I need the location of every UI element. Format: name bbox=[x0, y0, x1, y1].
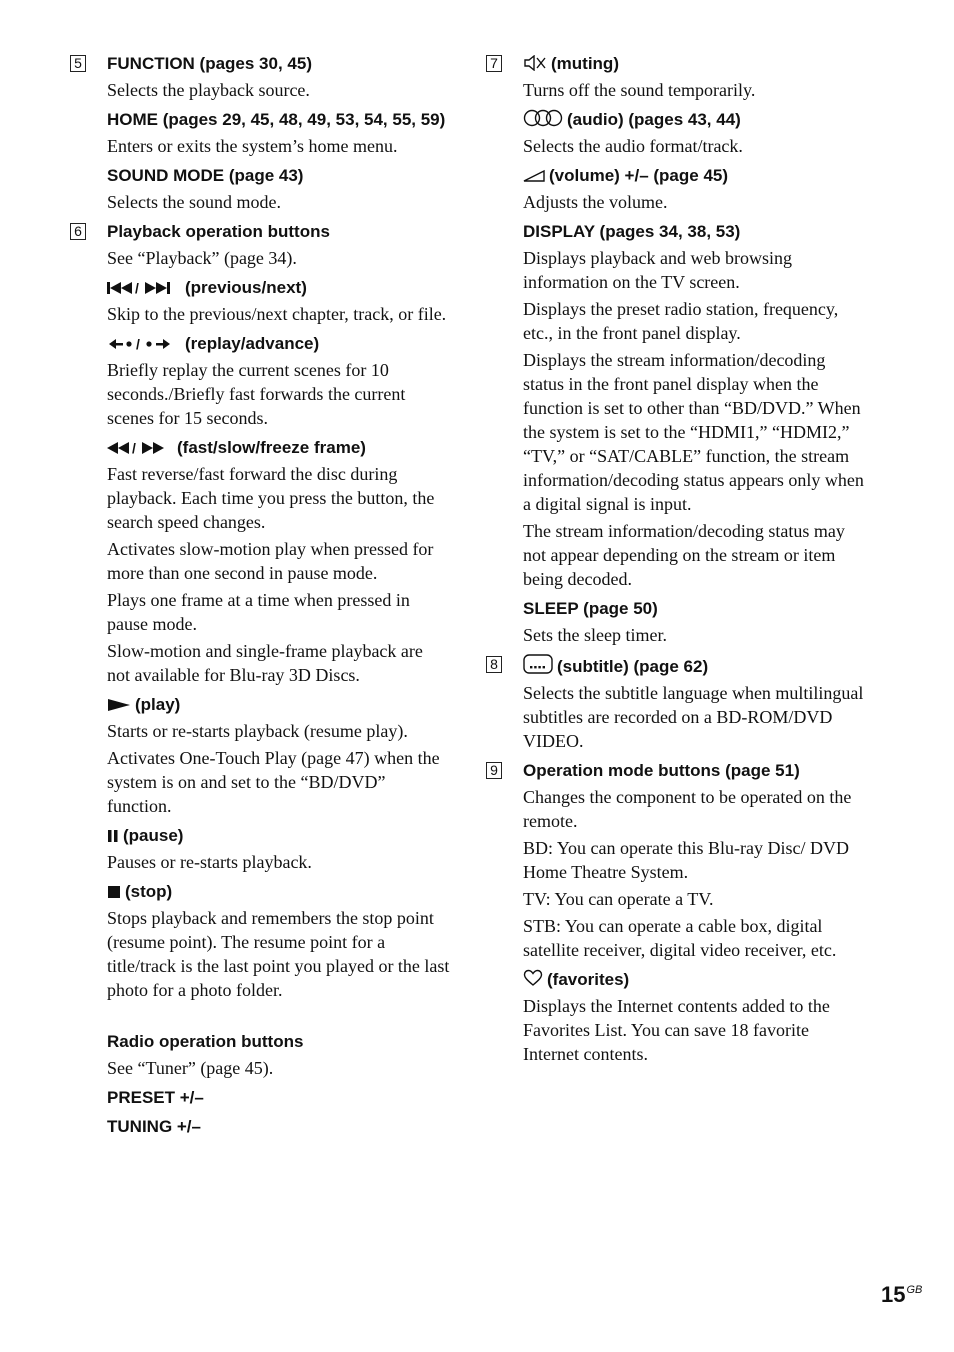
volume-label: (volume) +/– (page 45) bbox=[549, 166, 729, 185]
display-text-3: Displays the stream information/decoding status in the front panel display when the function is set to other than “BD/DVD.” When the system is set to the “HDMI1,” “HDMI2,” “TV,” or “SAT/CABLE” function, the stream information/decoding status appears only when a digital signal is input. bbox=[523, 350, 864, 514]
sound-mode-text: Selects the sound mode. bbox=[107, 192, 281, 212]
subtitle-text: Selects the subtitle language when multilingual subtitles are recorded on a BD-ROM/DVD VIDEO. bbox=[523, 683, 864, 751]
volume-icon bbox=[523, 169, 545, 183]
stop-text: Stops playback and remembers the stop point (resume point). The resume point for a title/track is the last point you played or the last photo for a photo folder. bbox=[107, 908, 450, 1000]
section-6 bbox=[70, 221, 450, 1138]
function-text: Selects the playback source. bbox=[107, 80, 310, 100]
replay-advance-label: (replay/advance) bbox=[185, 334, 320, 353]
display-heading: DISPLAY (pages 34, 38, 53) bbox=[523, 222, 741, 241]
audio-text: Selects the audio format/track. bbox=[523, 136, 743, 156]
fast-slow-text-4: Slow-motion and single-frame playback are not available for Blu-ray 3D Discs. bbox=[107, 641, 423, 685]
svg-text:/: / bbox=[136, 337, 140, 351]
svg-text:/: / bbox=[135, 281, 139, 295]
sleep-text: Sets the sleep timer. bbox=[523, 625, 667, 645]
volume-text: Adjusts the volume. bbox=[523, 192, 668, 212]
favorites-icon bbox=[523, 969, 543, 987]
display-text-1: Displays playback and web browsing information on the TV screen. bbox=[523, 248, 792, 292]
audio-label: (audio) (pages 43, 44) bbox=[567, 110, 741, 129]
playback-buttons-heading: Playback operation buttons bbox=[107, 222, 330, 241]
play-icon bbox=[107, 698, 131, 712]
stop-icon bbox=[107, 885, 121, 899]
operation-mode-text: Changes the component to be operated on the remote. bbox=[523, 787, 852, 831]
subtitle-label: (subtitle) (page 62) bbox=[557, 657, 709, 676]
fast-slow-text-1: Fast reverse/fast forward the disc during playback. Each time you press the button, the search speed changes. bbox=[107, 464, 435, 532]
display-text-4: The stream information/decoding status may not appear depending on the stream or item being decoded. bbox=[523, 521, 845, 589]
pause-text: Pauses or re-starts playback. bbox=[107, 852, 312, 872]
playback-buttons-text: See “Playback” (page 34). bbox=[107, 248, 297, 268]
replay-advance-icon bbox=[107, 337, 181, 351]
home-text: Enters or exits the system’s home menu. bbox=[107, 136, 398, 156]
previous-next-text: Skip to the previous/next chapter, track, or file. bbox=[107, 304, 447, 324]
fast-slow-label: (fast/slow/freeze frame) bbox=[177, 438, 366, 457]
previous-next-label: (previous/next) bbox=[185, 278, 307, 297]
radio-buttons-heading: Radio operation buttons bbox=[107, 1032, 304, 1051]
home-heading: HOME (pages 29, 45, 48, 49, 53, 54, 55, 59) bbox=[107, 110, 446, 129]
previous-next-icon bbox=[107, 281, 181, 295]
fast-slow-icon bbox=[107, 441, 173, 455]
stb-text: STB: You can operate a cable box, digital satellite receiver, digital video receiver, etc. bbox=[523, 916, 837, 960]
left-column bbox=[70, 46, 450, 1138]
radio-buttons-text: See “Tuner” (page 45). bbox=[107, 1058, 274, 1078]
replay-advance-text: Briefly replay the current scenes for 10 seconds./Briefly fast forwards the current scenes for 15 seconds. bbox=[107, 360, 406, 428]
previous-next-heading bbox=[107, 277, 450, 299]
play-text-1: Starts or re-starts playback (resume play). bbox=[107, 721, 408, 741]
pause-icon bbox=[107, 829, 119, 843]
section-9 bbox=[486, 760, 866, 1066]
right-column bbox=[486, 46, 866, 1066]
function-heading: FUNCTION (pages 30, 45) bbox=[107, 54, 312, 73]
page-number bbox=[881, 1282, 922, 1308]
fast-slow-text-2: Activates slow-motion play when pressed for more than one second in pause mode. bbox=[107, 539, 434, 583]
stop-label: (stop) bbox=[125, 882, 173, 901]
section-number: 7 bbox=[486, 55, 502, 72]
section-number: 6 bbox=[70, 223, 86, 240]
subtitle-heading bbox=[523, 654, 866, 678]
section-7 bbox=[486, 53, 866, 647]
stop-heading bbox=[107, 881, 450, 903]
volume-heading bbox=[523, 165, 866, 187]
svg-text:/: / bbox=[132, 441, 136, 455]
display-text-2: Displays the preset radio station, frequency, etc., in the front panel display. bbox=[523, 299, 839, 343]
section-number: 5 bbox=[70, 55, 86, 72]
fast-slow-text-3: Plays one frame at a time when pressed in pause mode. bbox=[107, 590, 410, 634]
preset-heading: PRESET +/– bbox=[107, 1088, 204, 1107]
bd-text: BD: You can operate this Blu-ray Disc/ DVD Home Theatre System. bbox=[523, 838, 849, 882]
subtitle-icon bbox=[523, 654, 553, 674]
pause-heading bbox=[107, 825, 450, 847]
replay-advance-heading bbox=[107, 333, 450, 355]
play-label: (play) bbox=[135, 695, 181, 714]
muting-text: Turns off the sound temporarily. bbox=[523, 80, 756, 100]
page-number-value: 15 bbox=[881, 1282, 906, 1307]
favorites-heading bbox=[523, 969, 866, 991]
play-heading bbox=[107, 694, 450, 716]
fast-slow-heading bbox=[107, 437, 450, 459]
audio-icon bbox=[523, 109, 563, 127]
operation-mode-heading: Operation mode buttons (page 51) bbox=[523, 761, 800, 780]
sleep-heading: SLEEP (page 50) bbox=[523, 599, 658, 618]
pause-label: (pause) bbox=[123, 826, 184, 845]
favorites-text: Displays the Internet contents added to the Favorites List. You can save 18 favorite Internet contents. bbox=[523, 996, 830, 1064]
muting-label: (muting) bbox=[551, 54, 619, 73]
tuning-heading: TUNING +/– bbox=[107, 1117, 201, 1136]
favorites-label: (favorites) bbox=[547, 970, 630, 989]
page-number-suffix: GB bbox=[906, 1284, 923, 1296]
audio-heading bbox=[523, 109, 866, 131]
sound-mode-heading: SOUND MODE (page 43) bbox=[107, 166, 304, 185]
section-8 bbox=[486, 654, 866, 753]
muting-icon bbox=[523, 55, 547, 71]
muting-heading bbox=[523, 53, 866, 75]
section-number: 8 bbox=[486, 656, 502, 673]
section-number: 9 bbox=[486, 762, 502, 779]
play-text-2: Activates One-Touch Play (page 47) when the system is on and set to the “BD/DVD” function. bbox=[107, 748, 440, 816]
tv-text: TV: You can operate a TV. bbox=[523, 889, 714, 909]
section-5 bbox=[70, 53, 450, 214]
